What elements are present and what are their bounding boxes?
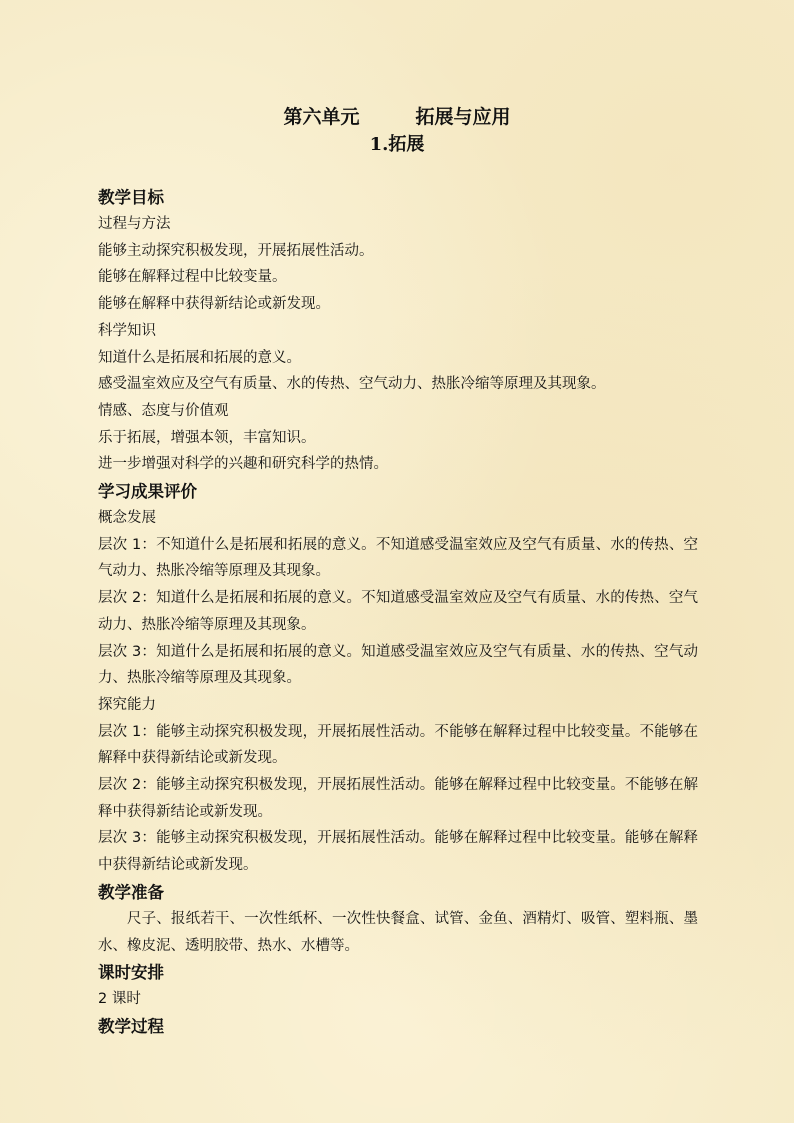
process-heading: 教学过程: [98, 1016, 164, 1036]
process-item: 能够在解释中获得新结论或新发现。: [98, 296, 330, 313]
emotion-item: 进一步增强对科学的兴趣和研究科学的热情。: [98, 456, 388, 473]
lesson-title: 1.拓展: [369, 134, 425, 155]
knowledge-item: 感受温室效应及空气有质量、水的传热、空气动力、热胀冷缩等原理及其现象。: [98, 376, 606, 393]
emotion-label: 情感、态度与价值观: [98, 402, 229, 419]
inquiry-level: 层次 2：能够主动探究积极发现，开展拓展性活动。能够在解释过程中比较变量。不能够在解释中获得新结论或新发现。: [98, 777, 698, 820]
concept-level: 层次 1：不知道什么是拓展和拓展的意义。不知道感受温室效应及空气有质量、水的传热、空气动力、热胀冷缩等原理及其现象。: [98, 536, 698, 580]
knowledge-item: 知道什么是拓展和拓展的意义。: [98, 349, 301, 366]
preparation-text: 尺子、报纸若干、一次性纸杯、一次性快餐盒、试管、金鱼、酒精灯、吸管、塑料瓶、墨水、橡皮泥、透明胶带、热水、水槽等。: [98, 910, 698, 954]
unit-title: [0, 104, 794, 130]
title-block: [0, 104, 794, 158]
concept-label: 概念发展: [98, 510, 156, 527]
process-item: 能够主动探究积极发现，开展拓展性活动。: [98, 242, 374, 259]
inquiry-label: 探究能力: [98, 696, 156, 713]
process-label: 过程与方法: [98, 216, 171, 232]
unit-number: 第六单元: [283, 106, 360, 128]
document-body: [98, 184, 698, 1040]
inquiry-level: 层次 3：能够主动探究积极发现，开展拓展性活动。能够在解释过程中比较变量。能够在解释中获得新结论或新发现。: [98, 830, 698, 874]
goals-heading: 教学目标: [98, 188, 164, 207]
preparation-heading: 教学准备: [98, 882, 164, 902]
schedule-text: 2 课时: [98, 991, 141, 1008]
schedule-heading: 课时安排: [98, 963, 164, 983]
process-item: 能够在解释过程中比较变量。: [98, 269, 287, 286]
evaluation-heading: 学习成果评价: [98, 482, 197, 502]
knowledge-label: 科学知识: [98, 322, 156, 339]
concept-level: 层次 2：知道什么是拓展和拓展的意义。不知道感受温室效应及空气有质量、水的传热、空气动力、热胀冷缩等原理及其现象。: [98, 590, 698, 633]
unit-theme: 拓展与应用: [415, 106, 511, 128]
inquiry-level: 层次 1：能够主动探究积极发现，开展拓展性活动。不能够在解释过程中比较变量。不能够在解释中获得新结论或新发现。: [98, 723, 698, 767]
concept-level: 层次 3：知道什么是拓展和拓展的意义。知道感受温室效应及空气有质量、水的传热、空气动力、热胀冷缩等原理及其现象。: [98, 643, 698, 687]
emotion-item: 乐于拓展，增强本领，丰富知识。: [98, 429, 316, 446]
